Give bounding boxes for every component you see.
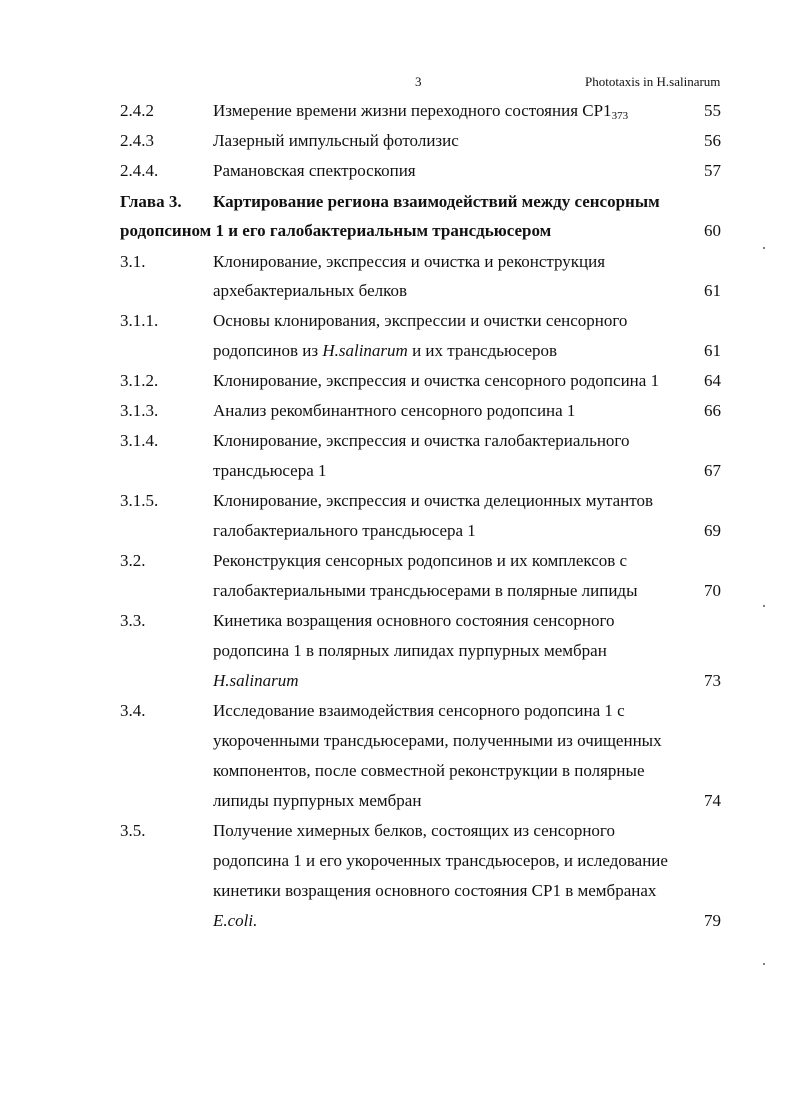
toc-title: Клонирование, экспрессия и очистка сенсорного родопсина 1 — [213, 371, 660, 390]
toc-page: 73 — [704, 671, 721, 690]
toc-number: 3.2. — [120, 551, 146, 570]
scan-speck — [763, 963, 765, 965]
toc-number: 3.1.1. — [120, 311, 159, 330]
toc-number: 2.4.2 — [120, 101, 154, 120]
toc-title-line: архебактериальных белков — [213, 281, 408, 300]
scan-speck — [763, 605, 765, 607]
toc-page: 74 — [704, 791, 721, 810]
toc-title-line: галобактериального трансдьюсера 1 — [213, 521, 476, 540]
toc-number: 3.1.3. — [120, 401, 159, 420]
chapter-title-line: родопсином 1 и его галобактериальным трансдьюсером — [120, 221, 552, 240]
toc-title-line: укороченными трансдьюсерами, полученными из очищенных — [213, 731, 662, 750]
toc-number: 3.1. — [120, 252, 146, 271]
toc-title: Лазерный импульсный фотолизис — [213, 131, 459, 150]
toc-page: 66 — [704, 401, 721, 420]
chapter-title-line: Картирование региона взаимодействий между сенсорным — [213, 192, 660, 211]
toc-page: 61 — [704, 281, 721, 300]
toc-number: 3.1.4. — [120, 431, 159, 450]
toc-page: 56 — [704, 131, 721, 150]
toc-number: 3.1.5. — [120, 491, 159, 510]
toc-title-line: родопсина 1 в полярных липидах пурпурных мембран — [213, 641, 607, 660]
toc-title-line: кинетики возращения основного состояния СР1 в мембранах — [213, 881, 657, 900]
toc-title-line: E.coli. — [213, 911, 258, 930]
toc-title-line: компонентов, после совместной реконструкции в полярные — [213, 761, 645, 780]
toc-page: 70 — [704, 581, 721, 600]
toc-title-line: родопсинов из H.salinarum и их трансдьюсеров — [213, 341, 558, 360]
scan-speck — [763, 247, 765, 249]
toc-number: 2.4.4. — [120, 161, 159, 180]
toc-page: 64 — [704, 371, 721, 390]
toc-title-line: Кинетика возращения основного состояния сенсорного — [213, 611, 615, 630]
running-title: Phototaxis in H.salinarum — [585, 74, 721, 89]
toc-number: 3.5. — [120, 821, 146, 840]
toc-number: 3.3. — [120, 611, 146, 630]
toc-title-line: Получение химерных белков, состоящих из сенсорного — [213, 821, 615, 840]
page-number: 3 — [415, 74, 422, 89]
toc-title-line: Клонирование, экспрессия и очистка и реконструкция — [213, 252, 606, 271]
chapter-number: Глава 3. — [120, 192, 182, 211]
toc-title-line: Основы клонирования, экспрессии и очистки сенсорного — [213, 311, 628, 330]
toc-number: 3.4. — [120, 701, 146, 720]
toc-title: Анализ рекомбинантного сенсорного родопсина 1 — [213, 401, 576, 420]
toc-title-line: родопсина 1 и его укороченных трансдьюсеров, и иследование — [213, 851, 668, 870]
toc-title-line: галобактериальными трансдьюсерами в полярные липиды — [213, 581, 638, 600]
toc-page: 67 — [704, 461, 721, 480]
toc-number: 2.4.3 — [120, 131, 154, 150]
toc-page: 79 — [704, 911, 721, 930]
toc-title-line: Реконструкция сенсорных родопсинов и их комплексов с — [213, 551, 628, 570]
toc-title: Рамановская спектроскопия — [213, 161, 416, 180]
toc-page: 57 — [704, 161, 721, 180]
toc-page: 55 — [704, 101, 721, 120]
toc-title-line: H.salinarum — [213, 671, 299, 690]
toc-page: 60 — [704, 221, 721, 240]
toc-title-line: Клонирование, экспрессия и очистка делеционных мутантов — [213, 491, 653, 510]
toc-page: 69 — [704, 521, 721, 540]
toc-title-line: трансдьюсера 1 — [213, 461, 327, 480]
toc-number: 3.1.2. — [120, 371, 159, 390]
toc-title-line: Исследование взаимодействия сенсорного родопсина 1 с — [213, 701, 625, 720]
toc-title-line: липиды пурпурных мембран — [213, 791, 422, 810]
toc-page: 61 — [704, 341, 721, 360]
toc-title: Измерение времени жизни переходного состояния $СР1_{373}$ — [213, 101, 629, 122]
toc-title-line: Клонирование, экспрессия и очистка галобактериального — [213, 431, 630, 450]
